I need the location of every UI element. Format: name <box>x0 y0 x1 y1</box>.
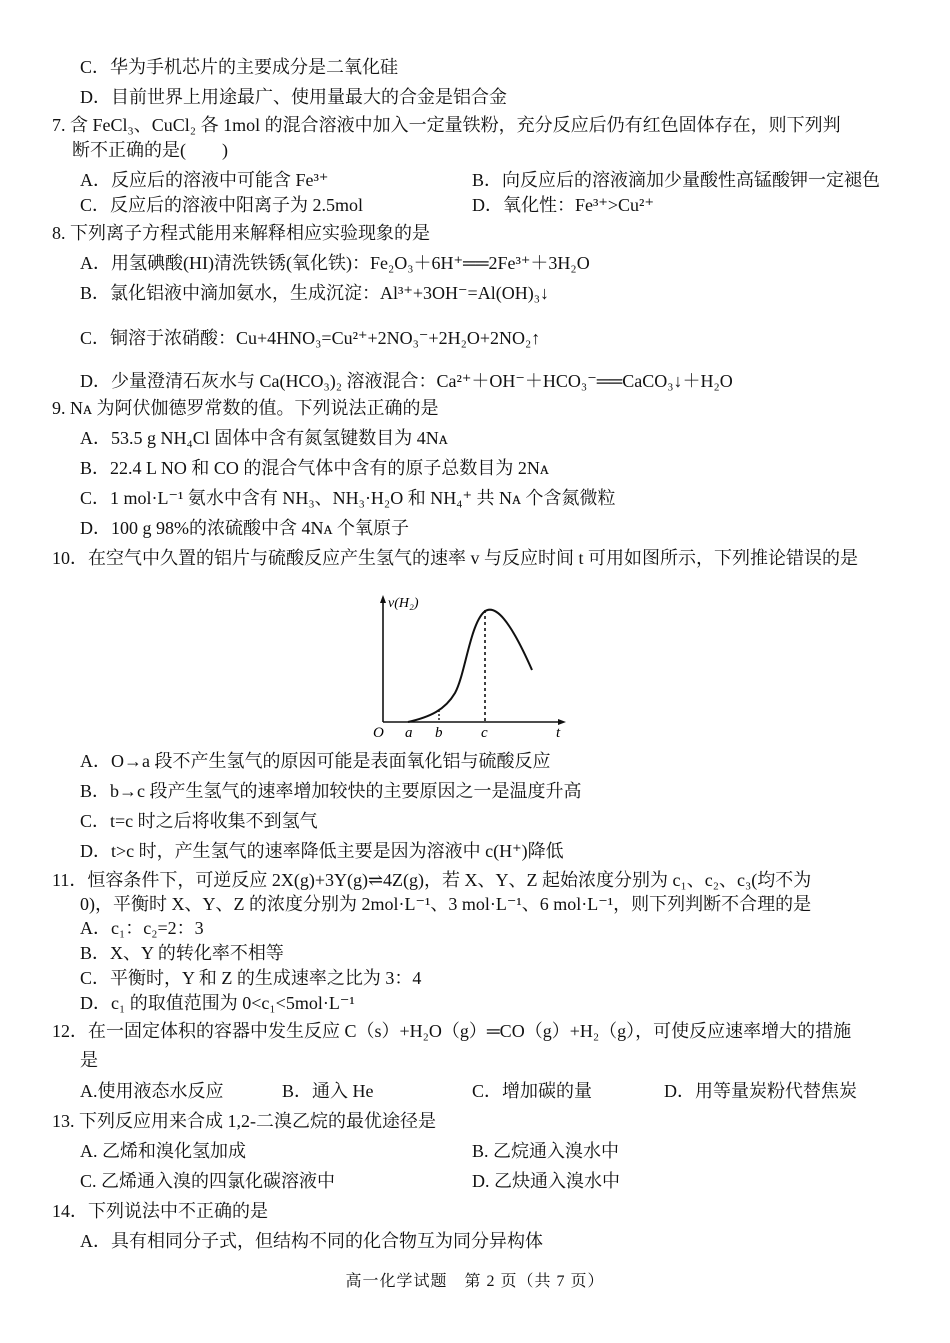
q12-option-c: C．增加碳的量 <box>472 1081 593 1101</box>
rate-time-graph <box>360 585 580 745</box>
q12-stem-cont: 是 <box>80 1050 98 1070</box>
q13-option-c: C. 乙烯通入溴的四氯化碳溶液中 <box>80 1171 336 1191</box>
q11-option-d: D．c₁ 的取值范围为 0<c₁<5mol·L⁻¹ <box>80 993 355 1013</box>
q10-option-b: B．b→c 段产生氢气的速率增加较快的主要原因之一是温度升高 <box>80 781 582 801</box>
q9-option-b: B．22.4 L NO 和 CO 的混合气体中含有的原子总数目为 2Nᴀ <box>80 458 549 478</box>
q6-option-d: D．目前世界上用途最广、使用量最大的合金是铝合金 <box>80 87 507 107</box>
q12-stem: 12．在一固定体积的容器中发生反应 C（s）+H₂O（g）═CO（g）+H₂（g），可使反应速率增大的措施 <box>52 1021 852 1041</box>
q9-option-d: D．100 g 98%的浓硫酸中含 4Nᴀ 个氧原子 <box>80 518 410 538</box>
q9-option-a: A．53.5 g NH₄Cl 固体中含有氮氢键数目为 4Nᴀ <box>80 428 448 448</box>
q11-option-b: B．X、Y 的转化率不相等 <box>80 943 284 963</box>
q7-option-a: A．反应后的溶液中可能含 Fe³⁺ <box>80 170 329 190</box>
tick-a: a <box>405 725 413 741</box>
q8-option-c: C．铜溶于浓硝酸：Cu+4HNO₃=Cu²⁺+2NO₃⁻+2H₂O+2NO₂↑ <box>80 328 541 348</box>
q12-option-a: A.使用液态水反应 <box>80 1081 224 1101</box>
q8-option-d: D．少量澄清石灰水与 Ca(HCO₃)₂ 溶液混合：Ca²⁺＋OH⁻＋HCO₃⁻══CaCO₃↓＋H₂O <box>80 371 733 391</box>
page-footer: 高一化学试题 第 2 页（共 7 页） <box>345 1273 605 1290</box>
q8-option-b: B．氯化铝液中滴加氨水，生成沉淀：Al³⁺+3OH⁻=Al(OH)₃↓ <box>80 283 549 303</box>
q13-option-a: A. 乙烯和溴化氢加成 <box>80 1141 246 1161</box>
q8-option-a: A．用氢碘酸(HI)清洗铁锈(氧化铁)：Fe₂O₃＋6H⁺══2Fe³⁺＋3H₂O <box>80 253 590 273</box>
q7-option-c: C．反应后的溶液中阳离子为 2.5mol <box>80 195 364 215</box>
q7-option-b: B．向反应后的溶液滴加少量酸性高锰酸钾一定褪色 <box>472 170 881 190</box>
x-axis-label: t <box>556 725 561 741</box>
q10-stem: 10．在空气中久置的铝片与硫酸反应产生氢气的速率 v 与反应时间 t 可用如图所示，下列推论错误的是 <box>52 548 858 568</box>
y-axis-label: v(H₂) <box>388 596 419 611</box>
q11-option-c: C．平衡时，Y 和 Z 的生成速率之比为 3：4 <box>80 968 422 988</box>
q11-stem-cont: 0)，平衡时 X、Y、Z 的浓度分别为 2mol·L⁻¹、3 mol·L⁻¹、6 mol·L⁻¹，则下列判断不合理的是 <box>80 894 812 914</box>
q13-stem: 13. 下列反应用来合成 1,2-二溴乙烷的最优途径是 <box>52 1111 436 1131</box>
q10-option-d: D．t>c 时，产生氢气的速率降低主要是因为溶液中 c(H⁺)降低 <box>80 841 564 861</box>
q13-option-d: D. 乙炔通入溴水中 <box>472 1171 620 1191</box>
q6-option-c: C．华为手机芯片的主要成分是二氧化硅 <box>80 57 399 77</box>
rate-curve <box>408 610 532 722</box>
q11-option-a: A．c₁：c₂=2：3 <box>80 918 204 938</box>
y-axis <box>380 595 386 722</box>
q12-option-b: B．通入 He <box>282 1081 374 1101</box>
q12-option-d: D．用等量炭粉代替焦炭 <box>664 1081 857 1101</box>
q14-stem: 14．下列说法中不正确的是 <box>52 1201 268 1221</box>
q9-stem: 9. Nᴀ 为阿伏伽德罗常数的值。下列说法正确的是 <box>52 398 439 418</box>
origin-label: O <box>373 725 384 741</box>
q9-option-c: C．1 mol·L⁻¹ 氨水中含有 NH₃、NH₃·H₂O 和 NH₄⁺ 共 Nᴀ 个含氮微粒 <box>80 488 616 508</box>
tick-c: c <box>481 725 488 741</box>
q10-option-a: A．O→a 段不产生氢气的原因可能是表面氧化铝与硫酸反应 <box>80 751 551 771</box>
tick-b: b <box>435 725 443 741</box>
q14-option-a: A．具有相同分子式，但结构不同的化合物互为同分异构体 <box>80 1231 543 1251</box>
q11-stem: 11．恒容条件下，可逆反应 2X(g)+3Y(g)⇌4Z(g)，若 X、Y、Z 起始浓度分别为 c₁、c₂、c₃(均不为 <box>52 870 812 890</box>
q7-option-d: D．氧化性：Fe³⁺>Cu²⁺ <box>472 195 654 215</box>
q7-stem: 7. 含 FeCl₃、CuCl₂ 各 1mol 的混合溶液中加入一定量铁粉，充分反应后仍有红色固体存在，则下列判 <box>52 115 841 135</box>
q7-stem-cont: 断不正确的是( ) <box>72 140 228 160</box>
q13-option-b: B. 乙烷通入溴水中 <box>472 1141 620 1161</box>
q8-stem: 8. 下列离子方程式能用来解释相应实验现象的是 <box>52 223 430 243</box>
q10-option-c: C．t=c 时之后将收集不到氢气 <box>80 811 318 831</box>
